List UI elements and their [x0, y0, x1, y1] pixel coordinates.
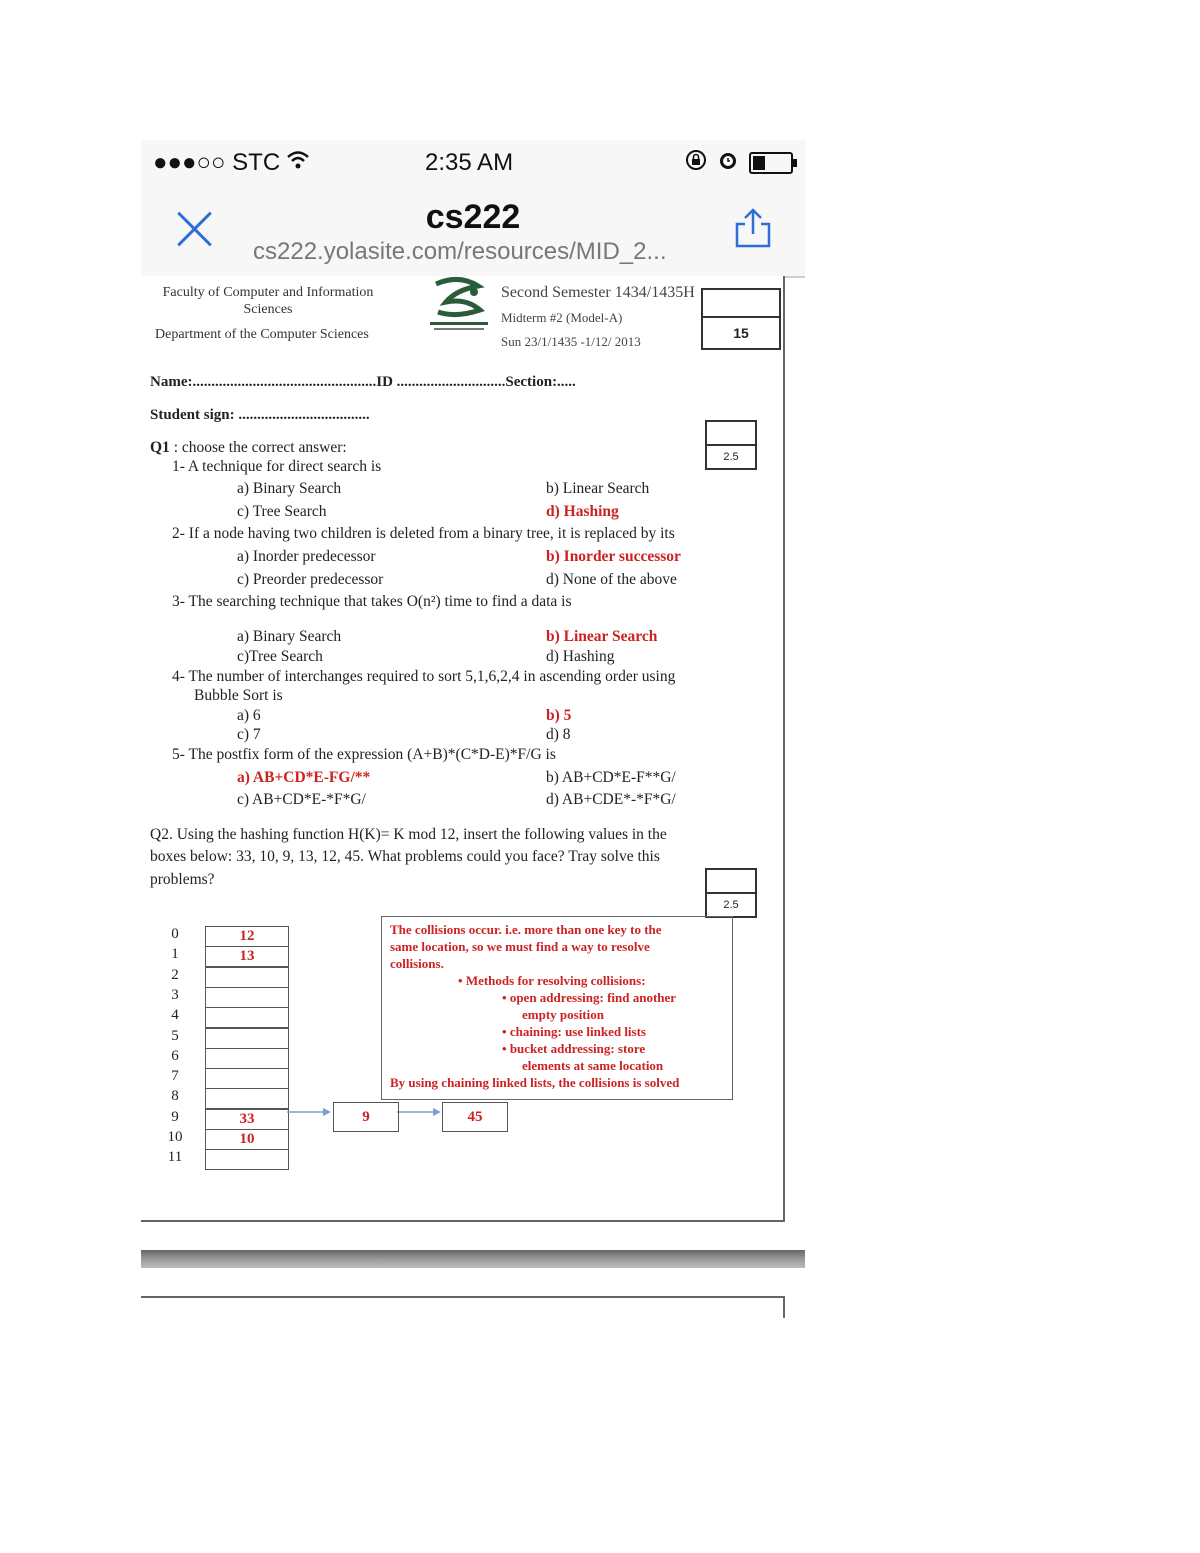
q1-1-option-a: a) Binary Search [237, 480, 342, 497]
q1-2-option-b-answer: b) Inorder successor [546, 548, 681, 565]
q1-question-1: 1- A technique for direct search is [172, 458, 382, 475]
q1-question-5: 5- The postfix form of the expression (A+B)*(C*D-E)*F/G is [172, 746, 556, 763]
hash-table-cell [205, 1048, 289, 1069]
collision-answer-note: The collisions occur. i.e. more than one key to the same location, so we must find a way to resolve collisions. • Methods for resolving collisions: • open addressing: find another empty position • chaining: use linked lists • bucket addressing: store elements at same location By using chaining linked lists, the collisions is solved [381, 916, 733, 1100]
hash-index-label: 6 [171, 1047, 179, 1064]
q1-5-option-a-answer: a) AB+CD*E-FG/** [237, 769, 371, 786]
exam-document [141, 276, 785, 1222]
hash-table-cell: 10 [205, 1129, 289, 1150]
q1-2-option-c: c) Preorder predecessor [237, 571, 384, 588]
name-id-section-line: Name:.................................................ID .............................Section:..... [150, 374, 576, 390]
hash-table-cell [205, 1028, 289, 1049]
status-bar [141, 140, 805, 186]
q1-5-option-d: d) AB+CDE*-*F*G/ [546, 791, 676, 808]
chain-node-1: 9 [333, 1102, 399, 1132]
q1-3-option-a: a) Binary Search [237, 628, 342, 645]
hash-index-label: 10 [167, 1129, 183, 1145]
page-separator [141, 1250, 805, 1268]
bullet-icon: • [458, 973, 466, 988]
hash-index-label: 0 [171, 926, 179, 942]
clock: 2:35 AM [425, 149, 514, 176]
hash-index-label: 4 [171, 1007, 179, 1024]
hash-table-cell: 12 [205, 926, 289, 947]
hash-table-cell [205, 1088, 289, 1109]
hash-table-cell: 33 [205, 1109, 289, 1130]
q1-question-4-cont: Bubble Sort is [194, 687, 283, 704]
url-label[interactable]: cs222.yolasite.com/resources/MID_2... [253, 238, 667, 265]
q2-text-line-2: boxes below: 33, 10, 9, 13, 12, 45. What problems could you face? Tray solve this [150, 848, 660, 865]
total-score-box: 15 [701, 316, 781, 350]
q1-question-2: 2- If a node having two children is deleted from a binary tree, it is replaced by its [172, 525, 675, 542]
faculty-name: Faculty of Computer and Information Sciences [162, 285, 374, 317]
alarm-icon [717, 149, 739, 177]
hash-index-label: 9 [171, 1108, 179, 1125]
hash-index-label: 3 [171, 986, 179, 1003]
hash-index-label: 2 [171, 966, 179, 983]
q2-score-blank [705, 868, 757, 894]
q1-question-3: 3- The searching technique that takes O(n²) time to find a data is [172, 593, 572, 610]
share-icon[interactable] [731, 206, 775, 250]
q1-5-option-c: c) AB+CD*E-*F*G/ [237, 791, 366, 808]
q1-4-option-c: c) 7 [237, 726, 261, 743]
student-sign-line: Student sign: ................................... [150, 407, 370, 423]
hash-index-label: 1 [171, 946, 179, 963]
hash-table-cell: 13 [205, 946, 289, 967]
hash-index-label: 7 [171, 1068, 179, 1085]
q1-1-option-d-answer: d) Hashing [546, 503, 619, 520]
q1-heading: Q1 : choose the correct answer: [150, 439, 347, 456]
q1-4-option-d: d) 8 [546, 726, 571, 743]
bullet-icon: • [502, 1041, 510, 1056]
battery-icon [749, 152, 793, 174]
q1-question-4: 4- The number of interchanges required to sort 5,1,6,2,4 in ascending order using [172, 668, 676, 685]
q1-score-box: 2.5 [705, 444, 757, 470]
midterm-label: Midterm #2 (Model-A) [501, 310, 623, 325]
semester-label: Second Semester 1434/1435H [501, 284, 695, 301]
carrier-label: ●●●○○ STC [153, 149, 281, 176]
exam-date: Sun 23/1/1435 -1/12/ 2013 [501, 334, 641, 349]
bullet-icon: • [502, 990, 510, 1005]
q1-2-option-d: d) None of the above [546, 571, 677, 588]
rotation-lock-icon [685, 149, 707, 177]
q1-3-option-d: d) Hashing [546, 648, 615, 665]
q1-1-option-c: c) Tree Search [237, 503, 327, 520]
hash-table-cell [205, 1149, 289, 1170]
next-page-edge [141, 1296, 785, 1318]
bullet-icon: • [502, 1024, 510, 1039]
hash-table-cell [205, 987, 289, 1008]
hash-table-cell [205, 1007, 289, 1028]
hash-index-label: 11 [167, 1149, 183, 1166]
q1-score-blank [705, 420, 757, 446]
q2-score-box: 2.5 [705, 892, 757, 918]
q2-text-line-1: Q2. Using the hashing function H(K)= K mod 12, insert the following values in the [150, 826, 667, 843]
q2-text-line-3: problems? [150, 871, 215, 888]
q1-4-option-a: a) 6 [237, 707, 261, 724]
page-title: cs222 [425, 198, 521, 236]
q1-2-option-a: a) Inorder predecessor [237, 548, 376, 565]
university-logo [426, 276, 492, 341]
hash-index-label: 5 [171, 1027, 179, 1044]
q1-3-option-b-answer: b) Linear Search [546, 628, 658, 645]
browser-nav-bar [141, 186, 805, 278]
chain-node-2: 45 [442, 1102, 508, 1132]
hash-table-cell [205, 967, 289, 988]
q1-5-option-b: b) AB+CD*E-F**G/ [546, 769, 676, 786]
q1-4-option-b-answer: b) 5 [546, 707, 572, 724]
q1-1-option-b: b) Linear Search [546, 480, 650, 497]
department-name: Department of the Computer Sciences [155, 327, 369, 342]
hash-index-label: 8 [171, 1088, 179, 1105]
q1-3-option-c: c)Tree Search [237, 648, 323, 665]
score-box-blank [701, 288, 781, 318]
hash-table-cell [205, 1068, 289, 1089]
wifi-icon [286, 150, 310, 176]
